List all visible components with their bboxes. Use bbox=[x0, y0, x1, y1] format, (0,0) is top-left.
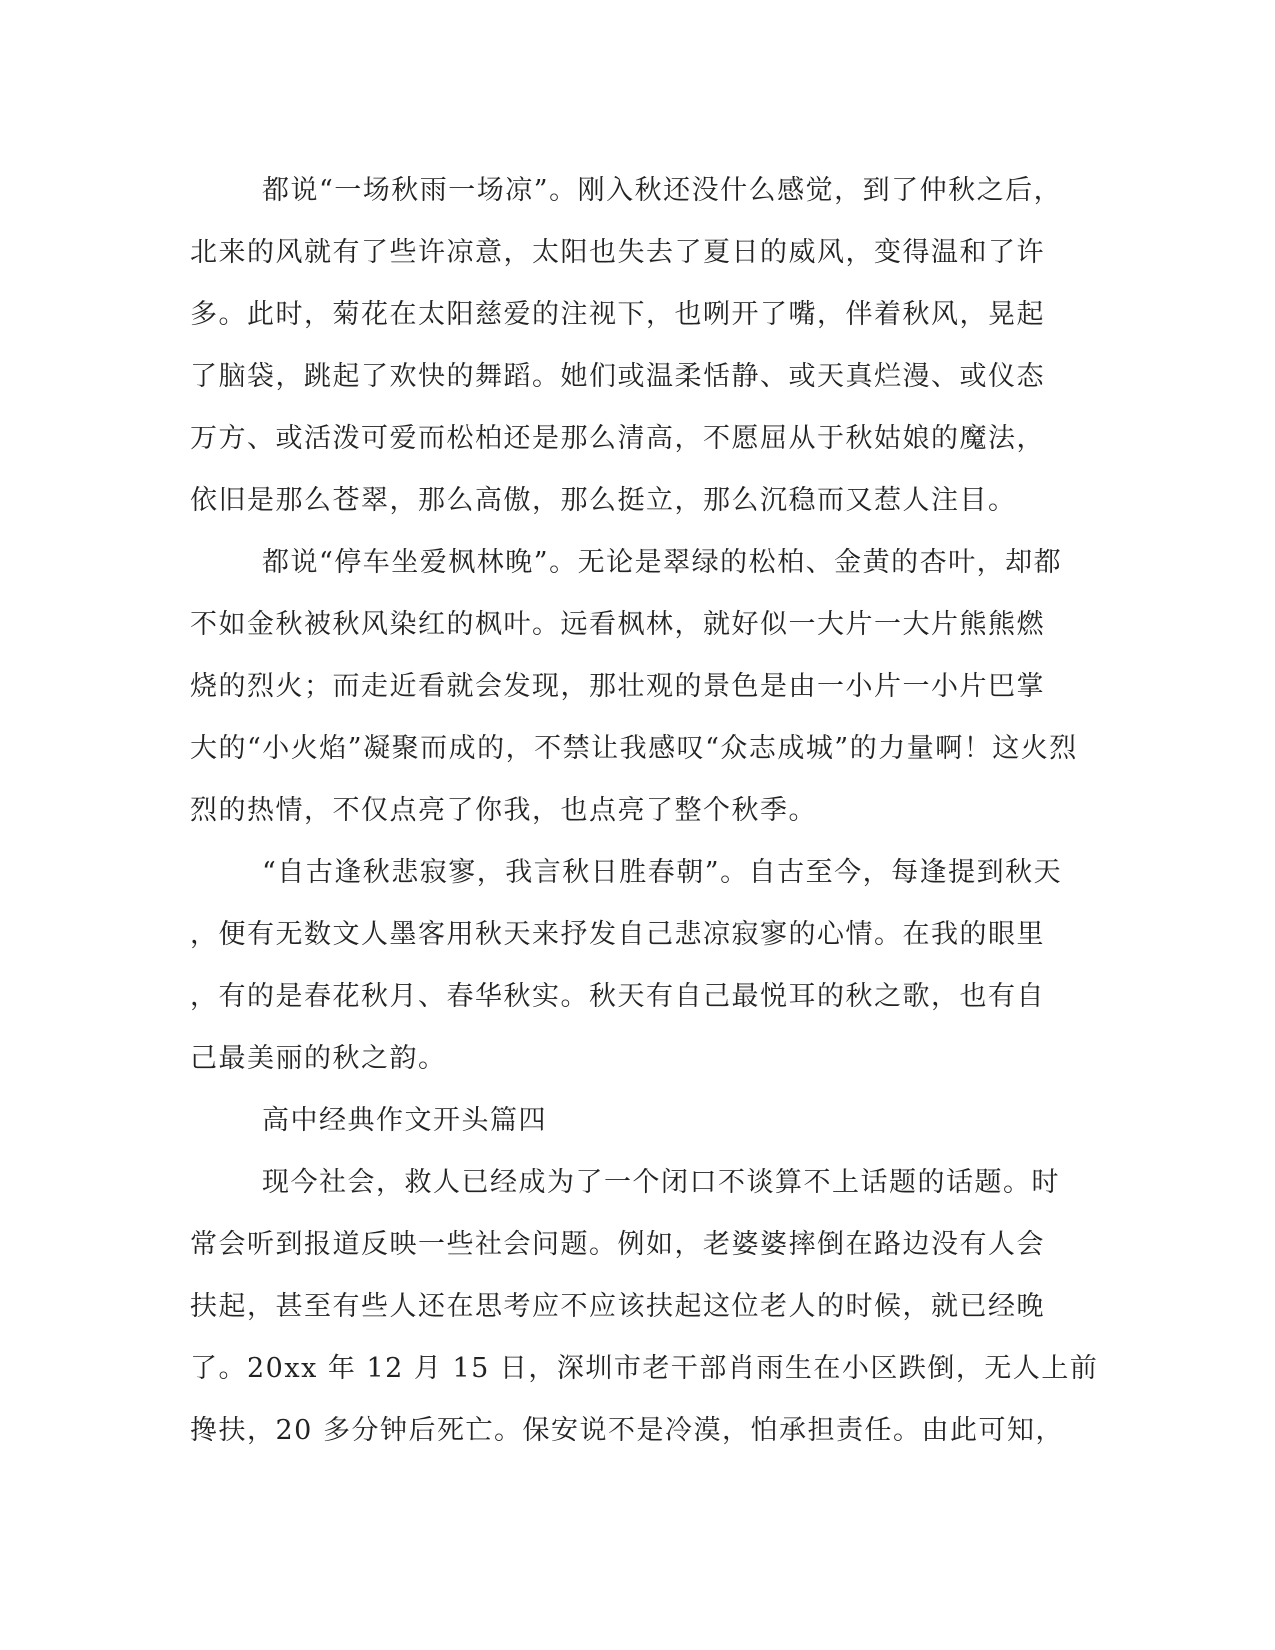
paragraph-line: 常会听到报道反映一些社会问题。例如，老婆婆摔倒在路边没有人会 bbox=[190, 1229, 1045, 1260]
paragraph-line: 大的“小火焰”凝聚而成的，不禁让我感叹“众志成城”的力量啊！这火烈 bbox=[190, 733, 1078, 764]
paragraph-line: “自古逢秋悲寂寥，我言秋日胜春朝”。自古至今，每逢提到秋天 bbox=[262, 857, 1063, 888]
paragraph-line: 搀扶，20 多分钟后死亡。保安说不是冷漠，怕承担责任。由此可知， bbox=[190, 1415, 1064, 1446]
paragraph-line: 都说“停车坐爱枫林晚”。无论是翠绿的松柏、金黄的杏叶，却都 bbox=[262, 547, 1063, 578]
paragraph-line: 多。此时，菊花在太阳慈爱的注视下，也咧开了嘴，伴着秋风，晃起 bbox=[190, 299, 1045, 330]
paragraph-line: ，便有无数文人墨客用秋天来抒发自己悲凉寂寥的心情。在我的眼里 bbox=[190, 919, 1045, 950]
document-body bbox=[190, 160, 1099, 1462]
paragraph-line: 万方、或活泼可爱而松柏还是那么清高，不愿屈从于秋姑娘的魔法， bbox=[190, 423, 1045, 454]
paragraph-line: 依旧是那么苍翠，那么高傲，那么挺立，那么沉稳而又惹人注目。 bbox=[190, 485, 1017, 516]
paragraph-line: 不如金秋被秋风染红的枫叶。远看枫林，就好似一大片一大片熊熊燃 bbox=[190, 609, 1045, 640]
paragraph-line: 烧的烈火；而走近看就会发现，那壮观的景色是由一小片一小片巴掌 bbox=[190, 671, 1045, 702]
paragraph-line: 扶起，甚至有些人还在思考应不应该扶起这位老人的时候，就已经晚 bbox=[190, 1291, 1045, 1322]
paragraph-line: 烈的热情，不仅点亮了你我，也点亮了整个秋季。 bbox=[190, 795, 817, 826]
paragraph-line: ，有的是春花秋月、春华秋实。秋天有自己最悦耳的秋之歌，也有自 bbox=[190, 981, 1045, 1012]
section-heading: 高中经典作文开头篇四 bbox=[262, 1105, 547, 1136]
paragraph-line: 都说“一场秋雨一场凉”。刚入秋还没什么感觉，到了仲秋之后， bbox=[262, 175, 1063, 206]
paragraph-line: 己最美丽的秋之韵。 bbox=[190, 1043, 447, 1074]
paragraph-line: 北来的风就有了些许凉意，太阳也失去了夏日的威风，变得温和了许 bbox=[190, 237, 1045, 268]
paragraph-line: 了脑袋，跳起了欢快的舞蹈。她们或温柔恬静、或天真烂漫、或仪态 bbox=[190, 361, 1045, 392]
paragraph-line: 现今社会，救人已经成为了一个闭口不谈算不上话题的话题。时 bbox=[262, 1167, 1060, 1198]
paragraph-line: 了。20xx 年 12 月 15 日，深圳市老干部肖雨生在小区跌倒，无人上前 bbox=[190, 1353, 1099, 1384]
